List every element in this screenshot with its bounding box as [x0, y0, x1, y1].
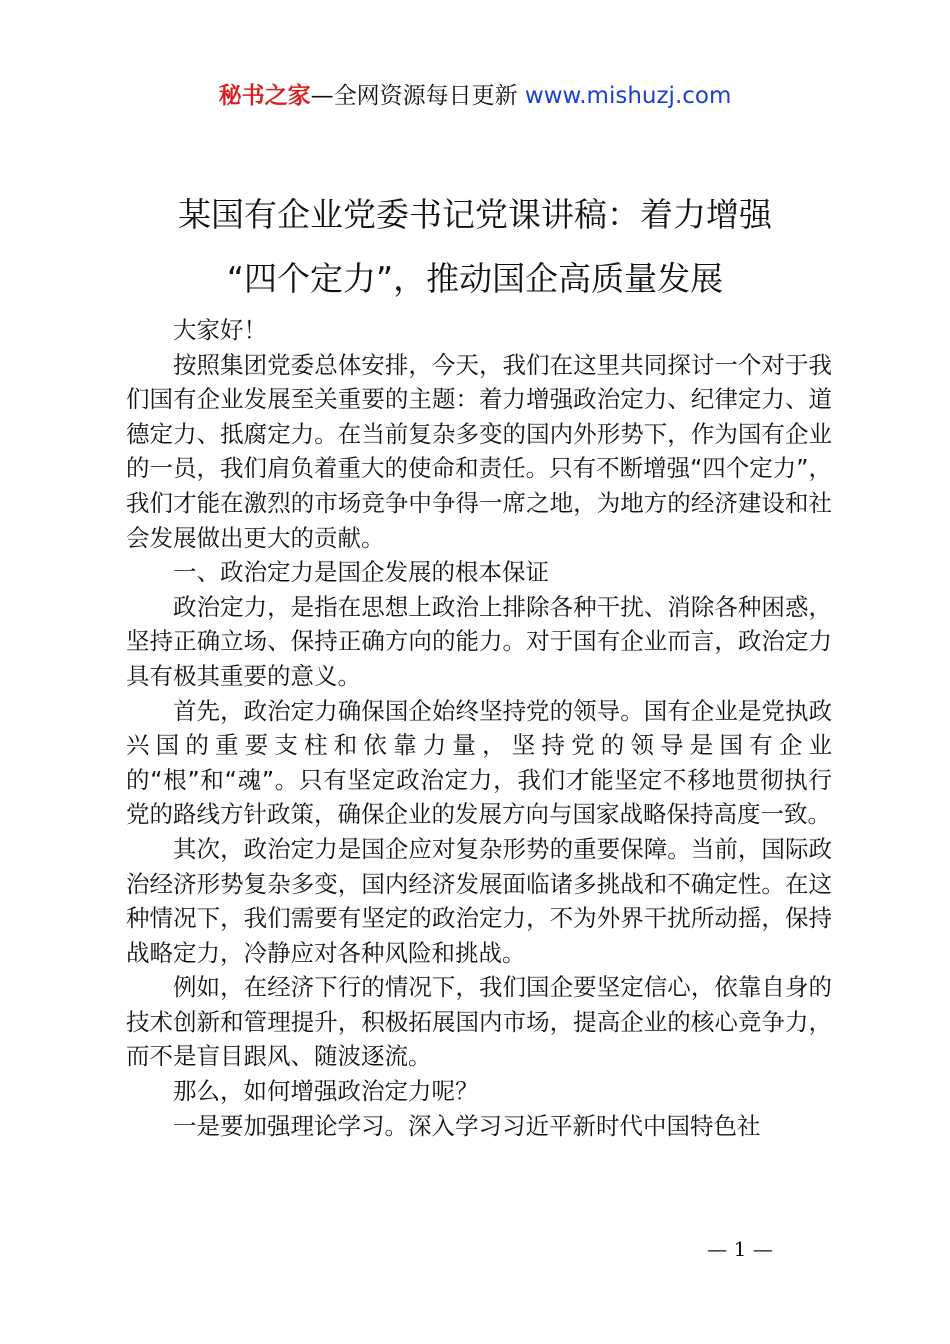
- body-paragraph: 那么，如何增强政治定力呢？: [173, 1077, 479, 1106]
- header-tagline: —全网资源每日更新: [310, 83, 525, 109]
- site-url[interactable]: www.mishuzj.com: [524, 83, 732, 109]
- greeting-paragraph: 大家好！: [173, 316, 267, 344]
- section-heading: 一、政治定力是国企发展的根本保证: [173, 558, 549, 587]
- body-paragraph: 例如，在经济下行的情况下，我们国企要坚定信心，依靠自身的技术创新和管理提升，积极拓展国内市场，提高企业的核心竞争力，而不是盲目跟风、随波逐流。: [126, 973, 832, 1071]
- body-paragraph: 其次，政治定力是国企应对复杂形势的重要保障。当前，国际政治经济形势复杂多变，国内经济发展面临诸多挑战和不确定性。在这种情况下，我们需要有坚定的政治定力，不为外界干扰所动摇，保持战略定力，冷静应对各种风险和挑战。: [126, 834, 832, 967]
- body-paragraph: 首先，政治定力确保国企始终坚持党的领导。国有企业是党执政兴国的重要支柱和依靠力量，坚持党的领导是国有企业的“根”和“魂”。只有坚定政治定力，我们才能坚定不移地贯彻执行党的路线方针政策，确保企业的发展方向与国家战略保持高度一致。: [126, 696, 832, 829]
- document-title-line-2: “四个定力”，推动国企高质量发展: [226, 259, 724, 298]
- body-paragraph: 政治定力，是指在思想上政治上排除各种干扰、消除各种困惑，坚持正确立场、保持正确方向的能力。对于国有企业而言，政治定力具有极其重要的意义。: [126, 592, 832, 690]
- body-paragraph: 一是要加强理论学习。深入学习习近平新时代中国特色社: [173, 1111, 761, 1140]
- brand-name: 秘书之家: [218, 83, 311, 109]
- body-paragraph: 按照集团党委总体安排，今天，我们在这里共同探讨一个对于我们国有企业发展至关重要的主题：着力增强政治定力、纪律定力、道德定力、抵腐定力。在当前复杂多变的国内外形势下，作为国有企业的一员，我们肩负着重大的使命和责任。只有不断增强“四个定力”，我们才能在激烈的市场竞争中争得一席之地，为地方的经济建设和社会发展做出更大的贡献。: [126, 350, 832, 552]
- site-header: [0, 78, 950, 114]
- page-number: — 1 —: [707, 1237, 773, 1261]
- document-body: [126, 313, 832, 1143]
- document-title-line-1: 某国有企业党委书记党课讲稿：着力增强: [178, 195, 772, 234]
